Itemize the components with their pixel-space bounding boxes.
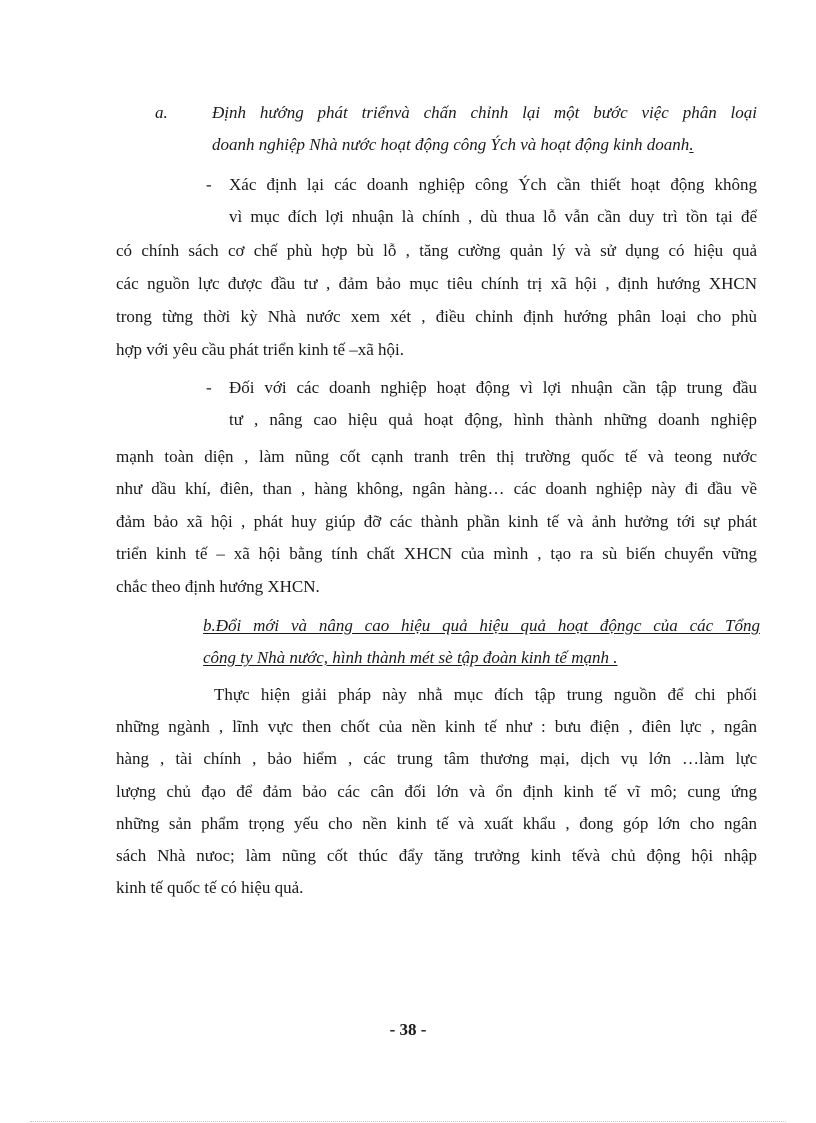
page-number: - 38 -	[389, 1020, 427, 1039]
paragraph-line-3: hàng , tài chính , bảo hiểm , các trung tâm thương mại, dịch vụ lớn …làm lực	[116, 749, 757, 768]
page-bottom-divider	[30, 1121, 786, 1122]
bullet-2-line-3: mạnh toàn diện , làm nũng cốt cạnh tranh trên thị trường quốc tế và teong nước	[116, 447, 757, 466]
paragraph-line-2: những ngành , lĩnh vực then chốt của nền kinh tế như : bưu điện , điên lực , ngân	[116, 717, 757, 736]
bullet-2-line-2: tư , nâng cao hiệu quả hoạt động, hình thành những doanh nghiệp	[229, 410, 757, 429]
bullet-1-line-1: Xác định lại các doanh nghiệp công Ých cần thiết hoạt động không	[229, 175, 757, 194]
paragraph-line-5: những sản phẩm trọng yếu cho nền kinh tế và xuất khẩu , đong góp lớn cho ngân	[116, 814, 757, 833]
section-a-line-2: doanh nghiệp Nhà nước hoạt động công Ých và hoạt động kinh doanh.	[212, 135, 694, 154]
bullet-1-line-6: hợp với yêu cầu phát triển kinh tế –xã hội.	[116, 340, 405, 359]
paragraph-line-1: Thực hiện giải pháp này nhằ mục đích tập trung nguồn để chi phối	[214, 685, 757, 704]
bullet-1-marker: -	[206, 175, 212, 194]
bullet-2-line-5: đảm bảo xã hội , phát huy giúp đỡ các thành phần kinh tế và ảnh hưởng tới sự phát	[116, 512, 757, 531]
bullet-2-line-1: Đối với các doanh nghiệp hoạt động vì lợi nhuận cần tập trung đầu	[229, 378, 757, 397]
paragraph-line-7: kinh tế quốc tế có hiệu quả.	[116, 878, 304, 897]
bullet-2-line-4: như dầu khí, điên, than , hàng không, ngân hàng… các doanh nghiệp này đi đầu về	[116, 479, 757, 498]
section-b-line-2: công ty Nhà nước, hình thành mét sè tập đoàn kinh tế mạnh .	[203, 648, 618, 667]
section-b-line-1: b.Đổi mới và nâng cao hiệu quả hiệu quả hoạt độngc của các Tổng	[203, 616, 760, 635]
bullet-2-line-6: triển kinh tế – xã hội bằng tính chất XHCN của mình , tạo ra sù biến chuyển vững	[116, 544, 757, 563]
section-a-line-1: Định hướng phát triểnvà chấn chỉnh lại một bước việc phân loại	[212, 103, 757, 122]
paragraph-line-6: sách Nhà nưoc; làm nũng cốt thúc đẩy tăng trưởng kinh tếvà chủ động hội nhập	[116, 846, 757, 865]
bullet-1-line-4: các nguồn lực được đầu tư , đảm bảo mục tiêu chính trị xã hội , định hướng XHCN	[116, 274, 757, 293]
paragraph-line-4: lượng chủ đạo để đảm bảo các cân đối lớn và ổn định kinh tế vĩ mô; cung ứng	[116, 782, 757, 801]
section-a-marker: a.	[155, 103, 168, 122]
bullet-2-line-7: chắc theo định hướng XHCN.	[116, 577, 320, 596]
bullet-1-line-3: có chính sách cơ chế phù hợp bù lỗ , tăng cường quản lý và sử dụng có hiệu quả	[116, 241, 757, 260]
bullet-1-line-2: vì mục đích lợi nhuận là chính , dù thua lỗ vẫn cần duy trì tồn tại để	[229, 207, 757, 226]
bullet-1-line-5: trong từng thời kỳ Nhà nước xem xét , điều chỉnh định hướng phân loại cho phù	[116, 307, 757, 326]
bullet-2-marker: -	[206, 378, 212, 397]
